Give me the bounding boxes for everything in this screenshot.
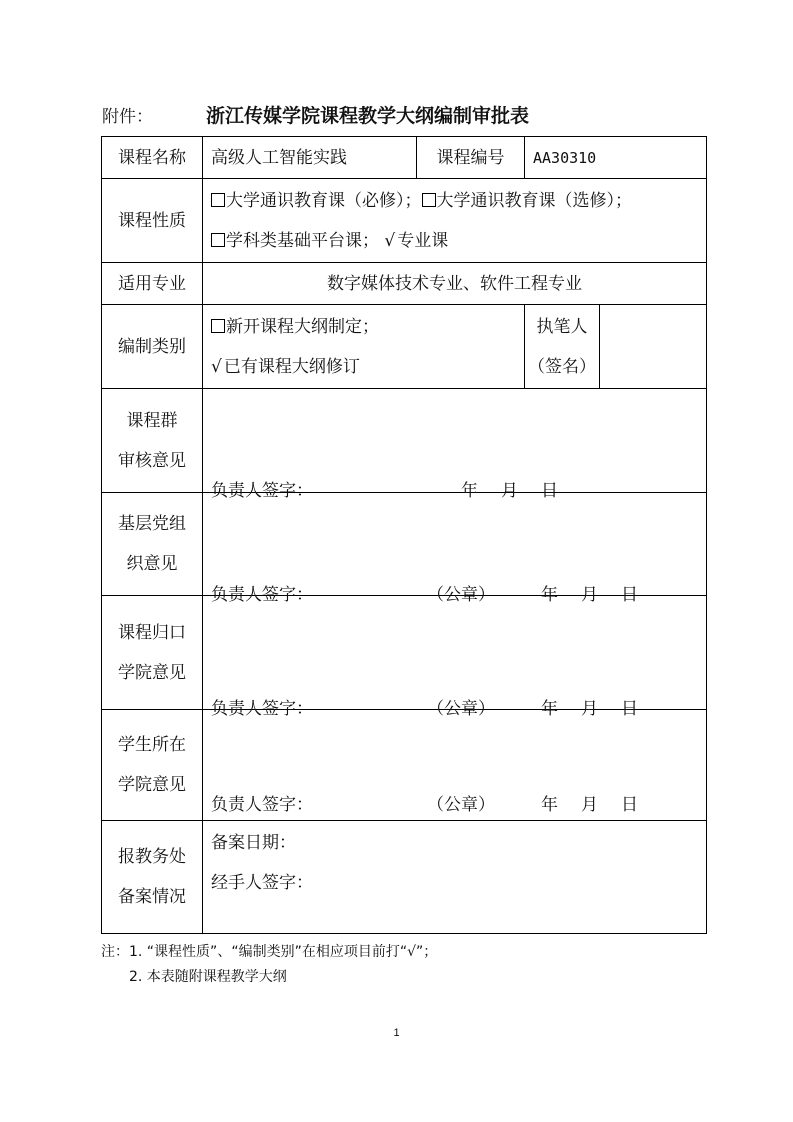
major-value: 数字媒体技术专业、软件工程专业 xyxy=(203,263,707,305)
month-label: 月 xyxy=(581,795,598,815)
writer-label: 执笔人 （签名） xyxy=(525,305,600,389)
month-label: 月 xyxy=(581,585,598,605)
form-title: 浙江传媒学院课程教学大纲编制审批表 xyxy=(206,105,530,127)
course-name-label: 课程名称 xyxy=(102,137,203,179)
seal-label: （公章） xyxy=(427,795,495,815)
signature-label: 负责人签字： xyxy=(211,698,313,719)
compile-options xyxy=(203,305,525,389)
course-row xyxy=(102,137,707,179)
filing-handler-label: 经手人签字： xyxy=(211,873,313,893)
review-label: 课程群 审核意见 xyxy=(102,389,203,493)
review-label: 学生所在 学院意见 xyxy=(102,710,203,821)
day-label: 日 xyxy=(621,585,638,605)
review-label: 课程归口 学院意见 xyxy=(102,596,203,710)
signature-label: 负责人签字： xyxy=(211,480,313,501)
nature-option-required[interactable]: 大学通识教育课（必修）； xyxy=(211,191,422,211)
approval-form-table xyxy=(101,136,707,934)
attachment-label: 附件： xyxy=(102,107,153,127)
filing-date-label: 备案日期： xyxy=(211,833,296,853)
signature-label: 负责人签字： xyxy=(211,585,313,605)
checkbox-icon xyxy=(211,319,225,333)
page-number: 1 xyxy=(393,1027,400,1039)
compile-label: 编制类别 xyxy=(102,305,203,389)
checkmark-icon: √ xyxy=(211,356,222,377)
course-code-value: AA30310 xyxy=(525,137,707,179)
filing-label: 报教务处 备案情况 xyxy=(102,821,203,934)
seal-label: （公章） xyxy=(427,585,495,605)
course-code-label: 课程编号 xyxy=(417,137,525,179)
compile-row xyxy=(102,305,707,389)
review-label: 基层党组 织意见 xyxy=(102,493,203,596)
checkbox-icon xyxy=(211,193,225,207)
nature-option-foundation[interactable]: 学科类基础平台课； xyxy=(211,231,379,251)
checkbox-icon xyxy=(422,193,436,207)
seal-label: （公章） xyxy=(427,698,495,719)
review-row xyxy=(102,710,707,821)
year-label: 年 xyxy=(461,480,478,501)
footnote-1: 注：1. “课程性质”、“编制类别”在相应项目前打“√”； xyxy=(101,944,438,960)
course-nature-options xyxy=(203,179,707,263)
major-row xyxy=(102,263,707,305)
month-label: 月 xyxy=(501,480,518,501)
year-label: 年 xyxy=(541,698,558,719)
signature-label: 负责人签字： xyxy=(211,795,313,815)
nature-option-major[interactable]: √ 专业课 xyxy=(384,231,448,251)
review-signature-area[interactable] xyxy=(203,389,707,501)
footnote-2: 2. 本表随附课程教学大纲 xyxy=(129,969,287,985)
year-label: 年 xyxy=(541,585,558,605)
document-header xyxy=(102,102,702,132)
day-label: 日 xyxy=(621,698,638,719)
nature-option-elective[interactable]: 大学通识教育课（选修）； xyxy=(422,191,633,211)
review-row xyxy=(102,493,707,596)
review-row xyxy=(102,389,707,493)
filing-area[interactable] xyxy=(203,821,707,934)
course-nature-row xyxy=(102,179,707,263)
year-label: 年 xyxy=(541,795,558,815)
day-label: 日 xyxy=(541,480,558,501)
checkmark-icon: √ xyxy=(384,230,396,251)
day-label: 日 xyxy=(621,795,638,815)
footnotes xyxy=(101,940,437,990)
course-name-value: 高级人工智能实践 xyxy=(203,137,417,179)
filing-row xyxy=(102,821,707,934)
course-nature-label: 课程性质 xyxy=(102,179,203,263)
month-label: 月 xyxy=(581,698,598,719)
compile-option-revise[interactable]: √ 已有课程大纲修订 xyxy=(211,347,524,387)
major-label: 适用专业 xyxy=(102,263,203,305)
compile-option-new[interactable]: 新开课程大纲制定； xyxy=(211,307,524,347)
writer-signature-field[interactable] xyxy=(600,305,707,389)
checkbox-icon xyxy=(211,233,225,247)
review-row xyxy=(102,596,707,710)
